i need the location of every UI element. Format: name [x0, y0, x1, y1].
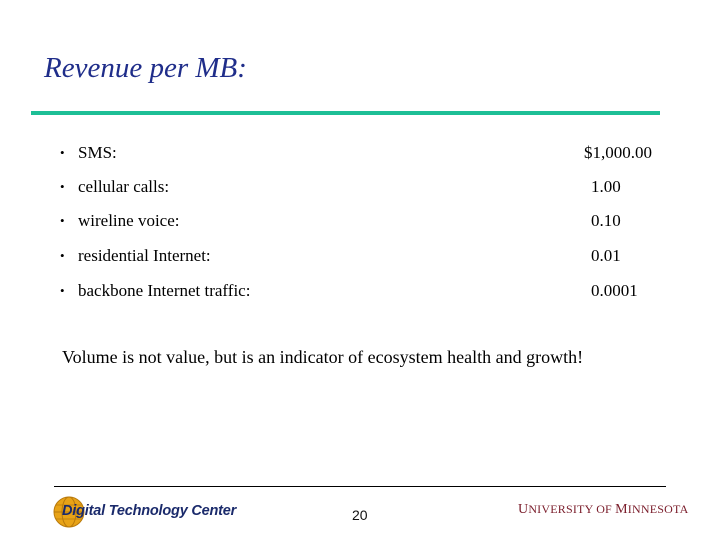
summary-statement: Volume is not value, but is an indicator of ecosystem health and growth!	[62, 347, 584, 367]
logo-word: INNESOTA	[627, 502, 689, 516]
logo-initial: M	[615, 502, 628, 517]
logo-word: NIVERSITY OF	[528, 502, 616, 516]
item-value: 1.00	[591, 177, 621, 196]
title-underline	[31, 111, 660, 115]
item-value: 0.01	[591, 246, 621, 265]
logo-text: Digital Technology Center	[62, 503, 237, 519]
bullet-icon: •	[60, 213, 65, 228]
page-number: 20	[352, 507, 368, 523]
list-item	[0, 177, 720, 201]
bullet-icon: •	[60, 283, 65, 298]
item-value: 0.0001	[591, 281, 638, 300]
bullet-icon: •	[60, 145, 65, 160]
list-item	[0, 143, 720, 167]
item-label: wireline voice:	[78, 211, 180, 230]
list-item	[0, 246, 720, 270]
digital-technology-center-logo	[53, 494, 237, 530]
item-value: 0.10	[591, 211, 621, 230]
item-label: backbone Internet traffic:	[78, 281, 251, 300]
university-of-minnesota-logo	[518, 502, 688, 518]
item-value: $1,000.00	[584, 143, 652, 162]
item-label: SMS:	[78, 143, 117, 162]
list-item	[0, 211, 720, 235]
logo-initial: U	[518, 502, 529, 517]
item-label: residential Internet:	[78, 246, 211, 265]
item-label: cellular calls:	[78, 177, 170, 196]
slide-title: Revenue per MB:	[44, 52, 247, 84]
bullet-icon: •	[60, 248, 65, 263]
footer-divider	[54, 486, 666, 487]
bullet-icon: •	[60, 179, 65, 194]
list-item	[0, 281, 720, 305]
